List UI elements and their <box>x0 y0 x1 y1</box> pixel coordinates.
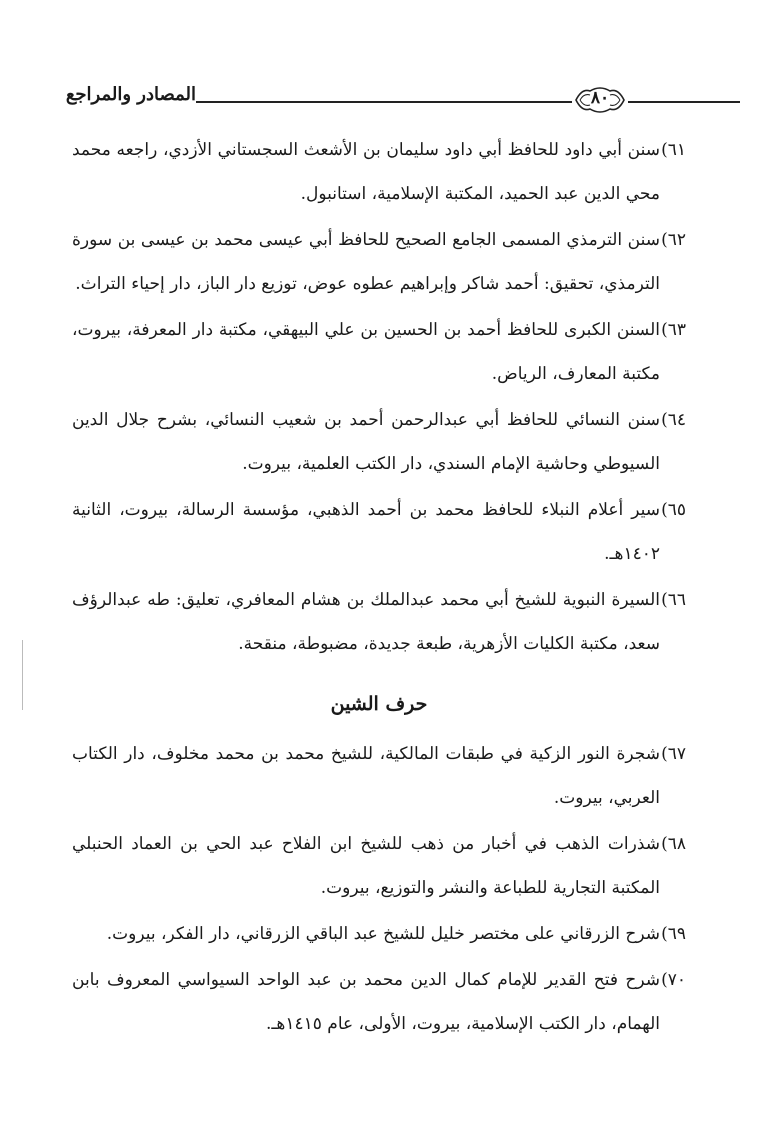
page-number-ornament <box>572 82 628 118</box>
reference-entry <box>72 488 686 576</box>
reference-text: شرح فتح القدير للإمام كمال الدين محمد بن عبد الواحد السيواسي المعروف بابن الهمام، دار الكتب الإسلامية، بيروت، الأولى، عام ١٤١٥هـ. <box>72 970 660 1034</box>
reference-entry <box>72 578 686 666</box>
reference-text: سنن أبي داود للحافظ أبي داود سليمان بن الأشعث السجستاني الأزدي، راجعه محمد محي الدين عبد الحميد، المكتبة الإسلامية، استانبول. <box>72 140 660 204</box>
reference-number: ٦٣) <box>661 320 686 340</box>
reference-entry <box>72 398 686 486</box>
reference-text: شرح الزرقاني على مختصر خليل للشيخ عبد الباقي الزرقاني، دار الفكر، بيروت. <box>106 924 660 944</box>
reference-text: سنن النسائي للحافظ أبي عبدالرحمن أحمد بن شعيب النسائي، بشرح جلال الدين السيوطي وحاشية الإمام السندي، دار الكتب العلمية، بيروت. <box>72 410 660 474</box>
header-rule-right <box>628 101 740 103</box>
reference-entry <box>72 218 686 306</box>
header-rule-left <box>196 101 572 103</box>
reference-entry <box>72 958 686 1046</box>
reference-text: سير أعلام النبلاء للحافظ محمد بن أحمد الذهبي، مؤسسة الرسالة، بيروت، الثانية ١٤٠٢هـ. <box>72 500 660 564</box>
reference-number: ٦٩) <box>661 924 686 944</box>
reference-entry <box>72 912 686 956</box>
reference-number: ٦٢) <box>661 230 686 250</box>
reference-text: شذرات الذهب في أخبار من ذهب للشيخ ابن الفلاح عبد الحي بن العماد الحنبلي المكتبة التجارية للطباعة والنشر والتوزيع، بيروت. <box>72 834 660 898</box>
reference-number: ٦٤) <box>661 410 686 430</box>
reference-entry <box>72 128 686 216</box>
running-header <box>56 82 696 118</box>
reference-number: ٦٨) <box>661 834 686 854</box>
reference-entry <box>72 822 686 910</box>
reference-number: ٦١) <box>661 140 686 160</box>
reference-number: ٦٥) <box>661 500 686 520</box>
page-number: ٨٠ <box>590 88 610 108</box>
reference-text: سنن الترمذي المسمى الجامع الصحيح للحافظ أبي عيسى محمد بن عيسى بن سورة الترمذي، تحقيق: أحمد شاكر وإبراهيم عطوه عوض، توزيع دار الباز، دار إحياء التراث. <box>72 230 660 294</box>
reference-entry <box>72 732 686 820</box>
reference-number: ٦٦) <box>661 590 686 610</box>
reference-entry <box>72 308 686 396</box>
reference-number: ٦٧) <box>661 744 686 764</box>
scan-margin-mark <box>22 640 23 710</box>
reference-text: السنن الكبرى للحافظ أحمد بن الحسين بن علي البيهقي، مكتبة دار المعرفة، بيروت، مكتبة المعارف، الرياض. <box>72 320 660 384</box>
section-heading: حرف الشين <box>330 693 428 715</box>
reference-text: شجرة النور الزكية في طبقات المالكية، للشيخ محمد بن محمد مخلوف، دار الكتاب العربي، بيروت. <box>72 744 660 808</box>
reference-text: السيرة النبوية للشيخ أبي محمد عبدالملك بن هشام المعافري، تعليق: طه عبدالرؤف سعد، مكتبة الكليات الأزهرية، طبعة جديدة، مضبوطة، منقحة. <box>72 590 660 654</box>
running-header-title: المصادر والمراجع <box>65 84 196 105</box>
references-list <box>72 128 686 1048</box>
reference-number: ٧٠) <box>661 970 686 990</box>
